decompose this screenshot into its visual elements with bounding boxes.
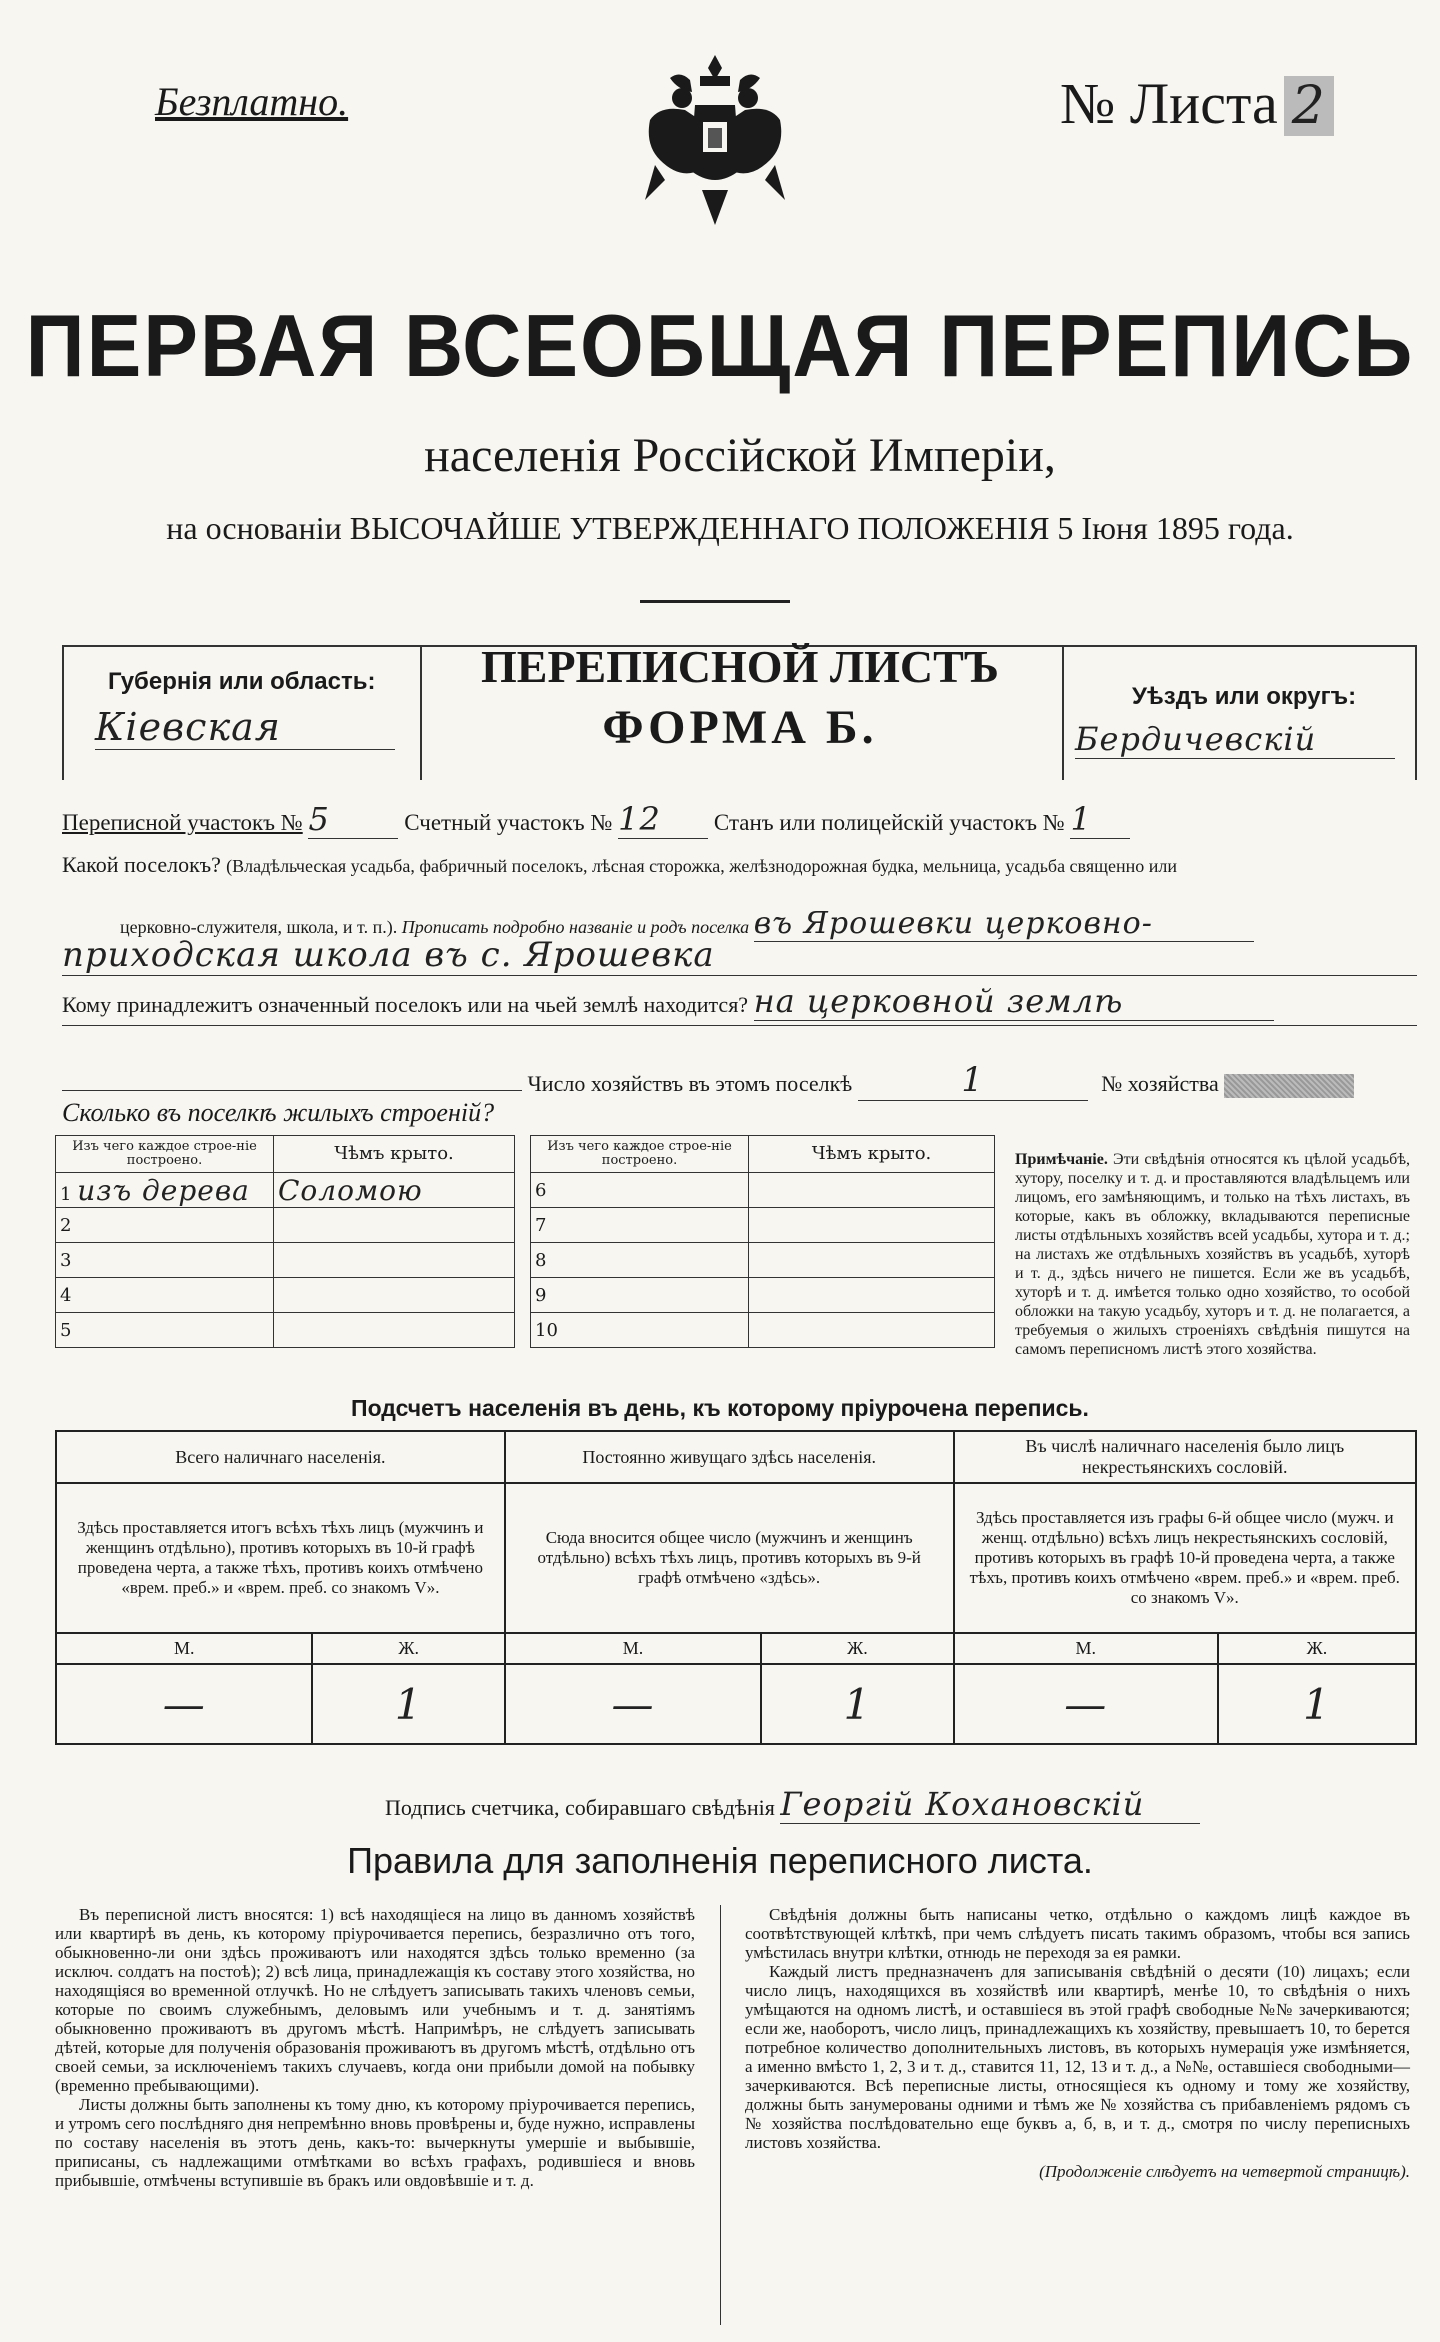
rules-left-p2: Листы должны быть заполнены къ тому дню, къ которому пріурочивается перепись, и утромъ сего послѣдняго дня непремѣнно вновь провѣрены и, буде нужно, исправлены по составу населенія въ этотъ день, какъ-то: вычеркнуты умершіе и выбывшіе, приписаны, съ надлежащими отмѣтками во всѣхъ графахъ, родившіеся и вновь прибывшіе, отмѣчены вступившіе въ бракъ или овдовѣвшіе и т. д. xyxy=(55,2095,695,2190)
pop-col1-title: Всего наличнаго населенія. xyxy=(56,1431,505,1483)
building-number: 3 xyxy=(60,1249,72,1271)
household-no-stamp xyxy=(1224,1074,1354,1098)
header-box-mid-vline-2 xyxy=(1062,645,1064,780)
building-number: 7 xyxy=(535,1214,547,1236)
building-material-cell[interactable] xyxy=(531,1278,749,1313)
poselok-value-1[interactable]: въ Ярошевки церковно- xyxy=(754,906,1254,942)
stan-value[interactable]: 1 xyxy=(1070,800,1130,839)
rules-continued: (Продолженіе слѣдуетъ на четвертой страницѣ). xyxy=(1039,2162,1410,2181)
page-subtitle: населенія Россійской Имперіи, xyxy=(424,429,1056,482)
form-name: ФОРМА Б. xyxy=(602,701,878,754)
building-material-cell[interactable] xyxy=(56,1313,274,1348)
pop-zh-header: Ж. xyxy=(761,1633,953,1664)
page-basis: на основаніи ВЫСОЧАЙШЕ УТВЕРЖДЕННАГО ПОЛОЖЕНІЯ 5 Іюня 1895 года. xyxy=(166,510,1294,546)
buildings-table-left xyxy=(55,1135,515,1348)
households-blank xyxy=(62,1090,522,1091)
household-no-label: № хозяйства xyxy=(1101,1071,1219,1096)
pop-zh-header: Ж. xyxy=(1218,1633,1416,1664)
uezd-label: Уѣздъ или округъ: xyxy=(1132,683,1357,710)
table-row xyxy=(531,1313,995,1348)
poselok-hint-3: Прописать подробно названіе и родъ поселка xyxy=(401,917,750,937)
buildings-col-material: Изъ чего каждое строе-ніе построено. xyxy=(531,1136,749,1173)
title-divider xyxy=(640,600,790,603)
pop-col3-text: Здѣсь проставляется изъ графы 6-й общее число (мужч. и женщ. отдѣльно) всѣхъ лицъ некрестьянскихъ сословій, противъ которыхъ въ графѣ 10-й проведена черта, а также тѣхъ, противъ коихъ отмѣчено «врем. преб.» и «врем. преб. со знакомъ V». xyxy=(954,1483,1416,1633)
building-roof[interactable] xyxy=(274,1208,515,1243)
building-roof[interactable] xyxy=(274,1243,515,1278)
poselok-hint-1: (Владѣльческая усадьба, фабричный поселокъ, лѣсная сторожка, желѣзнодорожная будка, мельница, усадьба священно или xyxy=(226,856,1177,876)
list-title: ПЕРЕПИСНОЙ ЛИСТЪ xyxy=(480,641,1000,692)
table-row xyxy=(56,1208,515,1243)
uchastok-row xyxy=(62,800,1130,839)
building-number: 2 xyxy=(60,1214,72,1236)
building-roof[interactable]: Соломою xyxy=(274,1173,515,1208)
rules-divider xyxy=(720,1905,721,2325)
buildings-col-roof: Чѣмъ крыто. xyxy=(274,1136,515,1173)
stan-label: Станъ или полицейскій участокъ № xyxy=(713,810,1065,835)
table-row xyxy=(56,1313,515,1348)
buildings-note-title: Примѣчаніе. xyxy=(1015,1151,1108,1168)
building-number: 5 xyxy=(60,1319,72,1341)
households-value[interactable]: 1 xyxy=(858,1060,1088,1101)
population-table xyxy=(55,1430,1417,1745)
rules-left-column xyxy=(55,1905,695,2190)
pop-col3-title: Въ числѣ наличнаго населенія было лицъ некрестьянскихъ сословій. xyxy=(954,1431,1416,1483)
table-row xyxy=(531,1243,995,1278)
table-row xyxy=(56,1173,515,1208)
sheet-number-value: 2 xyxy=(1284,76,1334,136)
header-box-mid-vline-1 xyxy=(420,645,422,780)
building-material-cell[interactable] xyxy=(56,1243,274,1278)
table-row xyxy=(531,1208,995,1243)
building-material: изъ дерева xyxy=(77,1173,250,1207)
uezd-value[interactable]: Бердичевскій xyxy=(1075,720,1395,759)
pop-m-header: М. xyxy=(954,1633,1218,1664)
building-number: 9 xyxy=(535,1284,547,1306)
building-roof[interactable] xyxy=(749,1278,995,1313)
building-roof[interactable] xyxy=(274,1278,515,1313)
building-roof[interactable] xyxy=(749,1208,995,1243)
building-number: 8 xyxy=(535,1249,547,1271)
households-row xyxy=(62,1060,1354,1101)
buildings-note-text: Эти свѣдѣнія относятся къ цѣлой усадьбѣ, хутору, поселку и т. д. и проставляются владѣльцемъ или лицомъ, его замѣняющимъ, и только на тѣхъ листахъ, въ которые, какъ въ обложку, вкладываются переписные листы отдѣльныхъ хозяйствъ всей усадьбы, хутора и т. д.; на листахъ же отдѣльныхъ хозяйствъ въ усадьбѣ, хуторѣ и т. д., здѣсь ничего не пишется. Если же въ усадьбѣ, хуторѣ и т. д. имѣется только одно хозяйство, то особой обложки на такую усадьбу, хуторъ и т. д. не полагается, а требуемыя о жилыхъ строеніяхъ свѣдѣнія пишутся на самомъ переписномъ листѣ этого хозяйства. xyxy=(1015,1151,1410,1358)
poselok-row-1 xyxy=(62,852,1177,878)
households-label: Число хозяйствъ въ этомъ поселкѣ xyxy=(527,1071,853,1096)
table-row xyxy=(531,1278,995,1313)
page-title: ПЕРВАЯ ВСЕОБЩАЯ ПЕРЕПИСЬ xyxy=(25,297,1415,396)
poselok-value-2[interactable]: приходская школа въ с. Ярошевка xyxy=(62,935,1417,976)
sheet-number-label: № Листа xyxy=(1060,71,1278,136)
building-material-cell[interactable] xyxy=(531,1208,749,1243)
poselok-label: Какой поселокъ? xyxy=(62,852,221,877)
rules-right-column xyxy=(745,1905,1410,2181)
pop-col1-text: Здѣсь проставляется итогъ всѣхъ тѣхъ лицъ (мужчинъ и женщинъ отдѣльно), противъ которыхъ въ 10-й графѣ проведена черта, а также тѣхъ, противъ коихъ отмѣчено «врем. преб.» и «врем. преб. со знакомъ V». xyxy=(56,1483,505,1633)
building-roof[interactable] xyxy=(274,1313,515,1348)
pop-value-m[interactable]: — xyxy=(505,1664,761,1744)
building-material-cell[interactable] xyxy=(56,1278,274,1313)
rules-heading: Правила для заполненія переписного листа. xyxy=(347,1840,1093,1881)
sheet-number xyxy=(1060,70,1334,137)
rules-right-p1: Свѣдѣнія должны быть написаны четко, отдѣльно о каждомъ лицѣ каждое въ соотвѣтствующей клѣткѣ, при чемъ слѣдуетъ писать такимъ образомъ, чтобы вся запись умѣстилась внутри клѣтки, отнюдь не переходя за ея рамки. xyxy=(745,1905,1410,1962)
buildings-col-roof: Чѣмъ крыто. xyxy=(749,1136,995,1173)
pop-value-m[interactable]: — xyxy=(954,1664,1218,1744)
free-label: Безплатно. xyxy=(155,79,349,124)
buildings-table-right xyxy=(530,1135,995,1348)
rules-left-p1: Въ переписной листъ вносятся: 1) всѣ находящіеся на лицо въ данномъ хозяйствѣ или квартирѣ въ день, къ которому пріурочивается перепись, безразлично отъ того, обыкновенно-ли они здѣсь проживаютъ или находятся здѣсь только временно (за исключ. солдатъ на постоѣ); 2) всѣ лица, принадлежащія къ составу этого хозяйства, но находящіяся во временной отлучкѣ. Но не слѣдуетъ записывать такихъ членовъ семьи, которые по своимъ служебнымъ, деловымъ или учебнымъ и т. д. занятіямъ обыкновенно проживаютъ въ другомъ мѣстѣ. Напримѣръ, не слѣдуетъ записывать дѣтей, которые для полученія образованія проживаютъ въ другомъ мѣстѣ, отдѣльно отъ своей семьи, за исключеніемъ такихъ случаевъ, когда они прибыли домой на побывку (временно пребывающими). xyxy=(55,1905,695,2095)
pop-col2-title: Постоянно живущаго здѣсь населенія. xyxy=(505,1431,954,1483)
buildings-label: Сколько въ поселкѣ жилыхъ строеній? xyxy=(62,1098,495,1127)
pop-m-header: М. xyxy=(505,1633,761,1664)
pop-value-m[interactable]: — xyxy=(56,1664,312,1744)
building-number: 10 xyxy=(535,1319,558,1341)
double-headed-eagle-emblem-icon xyxy=(640,50,790,230)
owner-label: Кому принадлежитъ означенный поселокъ или на чьей землѣ находится? xyxy=(62,992,749,1017)
building-roof[interactable] xyxy=(749,1173,995,1208)
table-row xyxy=(531,1173,995,1208)
header-box-left-vline xyxy=(62,645,64,780)
rules-right-p2: Каждый листъ предназначенъ для записыванія свѣдѣній о десяти (10) лицахъ; если число лицъ, находящихся въ хозяйствѣ или квартирѣ, менѣе 10, то свѣдѣнія о нихъ умѣщаются на одномъ листѣ, и оставшіеся въ этой графѣ свободные №№ зачеркиваются; если же, наоборотъ, число лицъ, принадлежащихъ къ хозяйству, превышаетъ 10, то берется потребное количество дополнительныхъ листовъ, въ которыхъ нумерація уже измѣняется, а именно вмѣсто 1, 2, 3 и т. д., ставится 11, 12, 13 и т. д., а №№, оставшіеся свободными—зачеркиваются. Всѣ переписные листы, относящіеся къ одному и тому же хозяйству, должны быть занумерованы одними и тѣмъ же № хозяйства съ прибавленіемъ рядомъ съ № хозяйства послѣдовательно еще буквъ а, б, в, и т. д., смотря по числу переписныхъ листовъ хозяйства. xyxy=(745,1962,1410,2152)
pop-value-zh[interactable]: 1 xyxy=(312,1664,504,1744)
poselok-hint-2: церковно-служителя, школа, и т. п.). xyxy=(120,917,398,937)
building-number: 6 xyxy=(535,1179,547,1201)
building-roof[interactable] xyxy=(749,1313,995,1348)
header-box-right-vline xyxy=(1415,645,1417,780)
building-material-cell[interactable] xyxy=(56,1173,274,1208)
owner-row xyxy=(62,982,1274,1021)
table-row xyxy=(56,1243,515,1278)
pop-col2-text: Сюда вносится общее число (мужчинъ и женщинъ отдѣльно) всѣхъ тѣхъ лицъ, противъ которыхъ въ 9-й графѣ отмѣчено «здѣсь». xyxy=(505,1483,954,1633)
schetny-value[interactable]: 12 xyxy=(618,800,708,839)
schetny-label: Счетный участокъ № xyxy=(404,810,613,835)
building-material-cell[interactable] xyxy=(531,1313,749,1348)
owner-value[interactable]: на церковной землѣ xyxy=(754,982,1274,1021)
pop-value-zh[interactable]: 1 xyxy=(761,1664,953,1744)
owner-underline xyxy=(62,1025,1417,1026)
uchastok-label: Переписной участокъ № xyxy=(62,810,303,835)
building-material-cell[interactable] xyxy=(531,1173,749,1208)
building-number: 1 xyxy=(60,1183,72,1205)
pop-m-header: М. xyxy=(56,1633,312,1664)
population-heading: Подсчетъ населенія въ день, къ которому пріурочена перепись. xyxy=(351,1395,1089,1421)
gubernia-label: Губернія или область: xyxy=(108,668,376,695)
pop-value-zh[interactable]: 1 xyxy=(1218,1664,1416,1744)
building-material-cell[interactable] xyxy=(56,1208,274,1243)
uchastok-value[interactable]: 5 xyxy=(308,800,398,839)
building-material-cell[interactable] xyxy=(531,1243,749,1278)
gubernia-value[interactable]: Кіевская xyxy=(95,705,395,750)
buildings-note xyxy=(1015,1150,1410,1359)
building-number: 4 xyxy=(60,1284,72,1306)
signature-value[interactable]: Георгій Кохановскій xyxy=(780,1785,1200,1824)
pop-zh-header: Ж. xyxy=(312,1633,504,1664)
table-row xyxy=(56,1278,515,1313)
building-roof[interactable] xyxy=(749,1243,995,1278)
buildings-col-material: Изъ чего каждое строе-ніе построено. xyxy=(56,1136,274,1173)
signature-label: Подпись счетчика, собиравшаго свѣдѣнія xyxy=(385,1795,775,1820)
signature-row xyxy=(385,1785,1200,1824)
